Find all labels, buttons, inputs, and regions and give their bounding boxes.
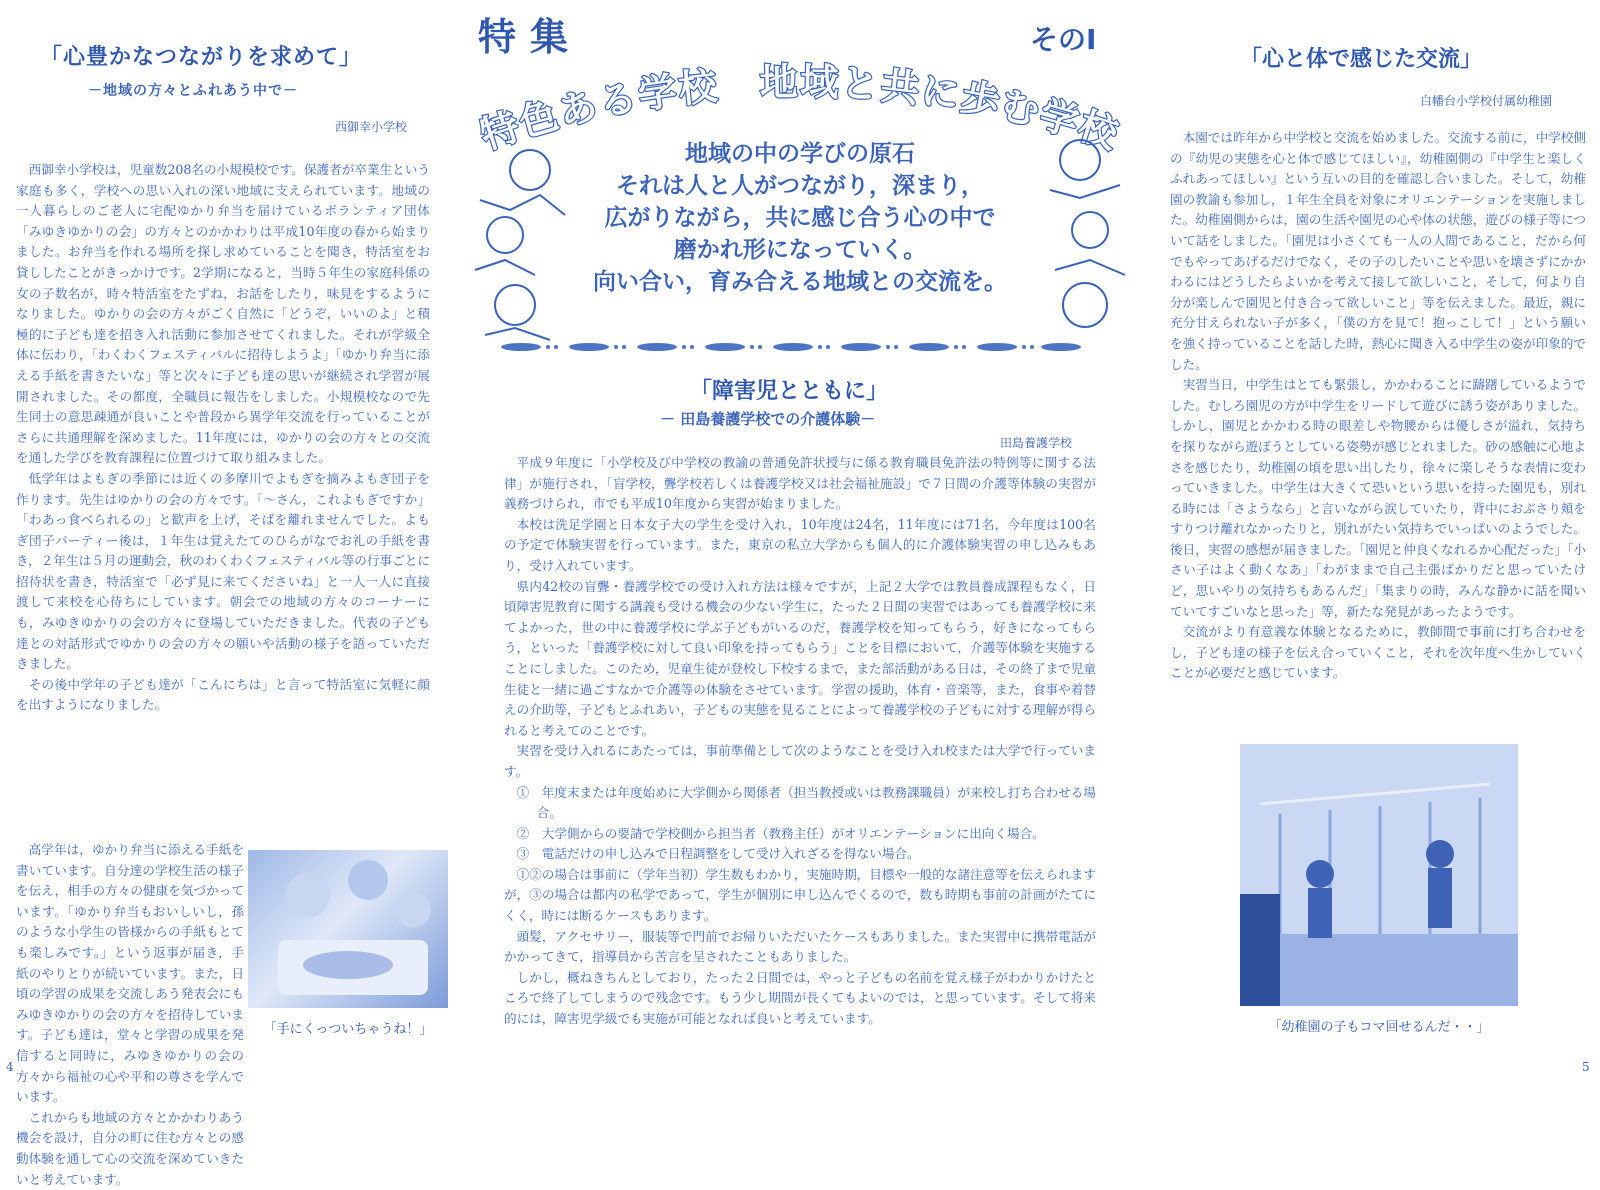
left-article-title: 「心豊かなつながりを求めて」 [40, 45, 363, 70]
poem-line: 向い合い，育み合える地域との交流を。 [593, 268, 1007, 295]
center-article-body [504, 453, 1096, 1033]
paragraph: 実習を受け入れるにあたっては，事前準備として次のようなことを受け入れ校または大学で行っています。 [504, 743, 1096, 779]
paragraph: 低学年はよもぎの季節には近くの多摩川でよもぎを摘みよもぎ団子を作ります。先生はゆかりの会の方々です。「～さん，これよもぎですか」「わあっ食べられるの」と歓声を上げ，そばを離れませんでした。よもぎ団子パーティー後は，１年生は覚えたてのひらがなでお礼の手紙を書き，２年生は５月の運動会，秋のわくわくフェスティバル等の行事ごとに招待状を書き，特活室で「必ず見に来てくださいね」と一人一人に直接渡して来校を心待ちにしています。朝会での地域の方々のコーナーにも，みゆきゆかりの会の方々に登場していただきました。代表の子ども達との対話形式でゆかりの会の方々の願いや活動の様子を語っていただきました。 [16, 470, 430, 672]
paragraph: 平成９年度に「小学校及び中学校の教諭の普通免許状授与に係る教育職員免許法の特例等に関する法律」が施行され，「盲学校，聾学校若しくは養護学校又は社会福祉施設」で７日間の介護等体験の実習が義務づけられ，市でも平成10年度から実習が始まりました。 [504, 455, 1096, 512]
paragraph: その後中学年の子ども達が「こんにちは」と言って特活室に気軽に顔を出すようになりました。 [16, 676, 430, 713]
children-illustration-right [1030, 130, 1140, 350]
right-school-name: 白幡台小学校付属幼稚園 [1420, 94, 1553, 108]
paragraph: 実習当日，中学生はとても緊張し，かかわることに躊躇しているようでした。むしろ園児の方が中学生をリードして遊びに誘う姿がありました。しかし，園児とかかわる時の眼差しや物腰からは優しさが溢れ，気持ちを探りながら遊ぼうとしている姿勢が感じとれました。砂の感触に心地よさを感じたり，幼稚園の頃を思い出したり，徐々に楽しそうな表情に変わっていきました。中学生は大きくて恐いという思いを持った園児も，別れる時には「さようなら」と言いながら涙していたり，背中におぶさり頬をすりつけ離れなかったりと，別れがたい気持ちでいっぱいのようでした。後日，実習の感想が届きました。「園児と仲良くなれるか心配だった」「小さい子はよく動くなあ」「わがままで自己主張ばかりだと思っていたけど，思いやりの気持ちもあるんだ」「集まりの時，みんな静かに話を聞いていてすごいなと思った」等，新たな発見があったようです。 [1170, 377, 1586, 619]
paragraph: 本園では昨年から中学校と交流を始めました。交流する前に，中学校側の『幼児の実態を心と体で感じてほしい』，幼稚園側の『中学生と楽しくふれあってほしい』という互いの目的を確認し合いました。そして，幼稚園の教諭も参加し，１年生全員を対象にオリエンテーションを実施しました。幼稚園側からは，園の生活や園児の心や体の状態，遊びの様子等について話をしました。「園児は小さくても一人の人間であること，だから何でもやってあげるだけでなく，その子のしたいことや思いを壊さずにかかわるにはどうしたらよいかを考えて接して欲しいこと，そして，何より自分が楽しんで園児と付き合って欲しいこと」等を伝えました。最近，親に充分甘えられない子が多く，「僕の方を見て！抱っこして！」という願いを強く持っていることを話した時，熱心に聞き入る中学生の姿が印象的でした。 [1170, 130, 1586, 372]
left-photo-caption: 「手にくっついちゃうね！」 [263, 1022, 433, 1037]
paragraph: 県内42校の盲聾・養護学校での受け入れ方法は様々ですが，上記２大学では教員養成課程もなく，日頃障害児教育に関する講義も受ける機会の少ない学生に，たった２日間の実習ではあっても養護学校に来てよかった，世の中に養護学校に学ぶ子どもがいるのだ，養護学校を知ってもらう，好きになってもらう，といった「養護学校に対して良い印象を持ってもらう」ことを目標において，介護等体験を実施することにしました。このため，児童生徒が登校し下校するまで，また部活動がある日は，その終了まで児童生徒と一緒に過ごすなかで介護等の体験をさせています。学習の援助，体育・音楽等，また，食事や着替えの介助等，子どもとふれあい，子どもの実態を見ることによって養護学校の子どもに対する理解が得られると考えてのことです。 [504, 578, 1096, 738]
left-photo [248, 850, 448, 1008]
page-number-left: 4 [6, 1060, 14, 1074]
feature-label: 特集 [478, 15, 583, 59]
page-number-right: 5 [1582, 1060, 1590, 1074]
paragraph: ①②の場合は事前に（学年当初）学生数もわかり，実施時期，目標や一般的な諸注意等を伝えられますが，③の場合は都内の私学であって，学生が個別に申し込んでくるので，数も時期も事前の計画がたてにくく，時には断るケースもあります。 [504, 866, 1096, 924]
poem-line: 磨かれ形になっていく。 [673, 236, 927, 263]
center-article-subtitle: － 田島養護学校での介護体験－ [660, 410, 876, 428]
right-article-title: 「心と体で感じた交流」 [1240, 47, 1483, 72]
left-school-name: 西御幸小学校 [335, 120, 408, 134]
banner-text: 特色ある学校 地域と共に歩む学校 [475, 59, 1125, 158]
list-item: ② 大学側からの要請で学校側から担当者（教務主任）がオリエンテーションに出向く場合。 [516, 825, 1045, 841]
poem-line: 地域の中の学びの原石 [685, 140, 915, 167]
poem-line: 広がりながら，共に感じ合う心の中で [604, 204, 996, 231]
paragraph: 本校は洗足学園と日本女子大の学生を受け入れ，10年度は24名，11年度には71名，今年度は100名の予定で体験実習を行っています。また，東京の私立大学からも個人的に介護体験実習の申し込みもあり，受け入れています。 [504, 516, 1096, 573]
right-photo [1240, 744, 1518, 1006]
poem [560, 138, 1040, 298]
center-school-name: 田島養護学校 [1000, 436, 1073, 450]
decorative-divider [496, 340, 1086, 354]
paragraph: 交流がより有意義な体験となるために，教師間で事前に打ち合わせをし，子ども達の様子を伝え合っていくこと，それを次年度へ生かしていくことが必要だと感じています。 [1170, 624, 1586, 681]
list-item: ① 年度末または年度始めに大学側から関係者（担当教授或いは教務課職員）が来校し打ち合わせる場合。 [516, 784, 1096, 821]
poem-line: それは人と人がつながり，深まり， [616, 172, 984, 199]
feature-number: そのⅠ [1030, 23, 1097, 56]
right-article-body [1170, 128, 1586, 738]
left-article-body [16, 160, 430, 840]
paragraph: これからも地域の方々とかかわりあう機会を設け，自分の町に住む方々との感動体験を通して心の交流を深めていきたいと考えています。 [16, 1109, 244, 1187]
left-article-body-continued [16, 840, 244, 1187]
paragraph: 頭髪，アクセサリー，服装等で門前でお帰りいただいたケースもありました。また実習中に携帯電話がかかってきて，指導員から苦言を呈されたこともありました。 [504, 928, 1096, 965]
paragraph: 西御幸小学校は，児童数208名の小規模校です。保護者が卒業生という家庭も多く，学校への思い入れの深い地域に支えられています。地域の一人暮らしのご老人に宅配ゆかり弁当を届けているボランティア団体「みゆきゆかりの会」の方々とのかかわりは平成10年度の春から始まりました。お弁当を作れる場所を探し求めていることを聞き，特活室をお貸ししたことがきっかけです。2学期になると，当時５年生の家庭科係の女の子数名が，時々特活室をたずね，お話をしたり，味見をするようになりました。ゆかりの会の方々がごく自然に「どうぞ，いいのよ」と積極的に子ども達を招き入れ活動に参加させてくれました。それが学級全体に伝わり，「わくわくフェスティバルに招待しようよ」「ゆかり弁当に添える手紙を書きたいな」等と次々に子ども達の思いが継続され学習が展開されました。その都度，全職員に報告をしました。小規模校なので先生同士の意思疎通が良いことや普段から異学年交流を行っていることがさらに共通理解を深めました。11年度には，ゆかりの会の方々との交流を通した学びを教育課程に位置づけて取り組みました。 [16, 162, 430, 466]
right-photo-caption: 「幼稚園の子もコマ回せるんだ・・」 [1268, 1020, 1490, 1035]
preparation-list [504, 783, 1096, 865]
list-item: ③ 電話だけの申し込みで日程調整をして受け入れざるを得ない場合。 [516, 846, 920, 862]
paragraph: しかし，概ねきちんとしており，たった２日間では，やっと子どもの名前を覚え様子がわかりかけたところで終了してしまうので残念です。もう少し期間が長くてもよいのでは，と思っています。そして将来的には，障害児学級でも実施が可能となれば良いと考えています。 [504, 969, 1096, 1027]
paragraph: 高学年は，ゆかり弁当に添える手紙を書いています。自分達の学校生活の様子を伝え，相手の方々の健康を気づかっています。「ゆかり弁当もおいしいし，孫のような小学生の皆様からの手紙もとても楽しみです。」という返事が届き，手紙のやりとりが続いています。また，日頃の学習の成果を交流しあう発表会にもみゆきゆかりの会の方々を招待しています。子ども達は，堂々と学習の成果を発信すると同時に，みゆきゆかりの会の方々から福祉の心や平和の尊さを学んでいます。 [16, 842, 244, 1105]
left-article-subtitle: －地域の方々とふれあう中で－ [88, 83, 298, 99]
center-article-title: 「障害児とともに」 [690, 379, 889, 404]
